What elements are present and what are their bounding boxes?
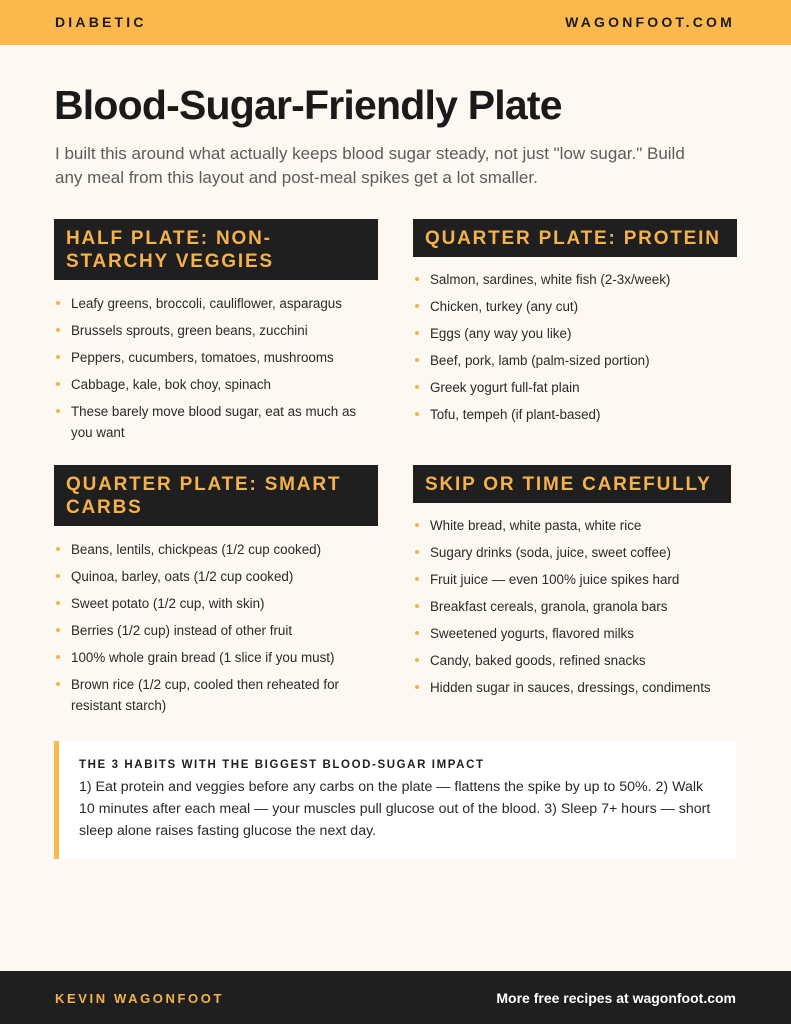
section-skip-carefully	[413, 465, 743, 704]
section-quarter-plate-protein	[413, 219, 743, 431]
list-item: Leafy greens, broccoli, cauliflower, asparagus	[54, 293, 378, 314]
list-item: Beef, pork, lamb (palm-sized portion)	[413, 350, 743, 371]
list-item: Brussels sprouts, green beans, zucchini	[54, 320, 378, 341]
list-item: Sweet potato (1/2 cup, with skin)	[54, 593, 378, 614]
callout-body: 1) Eat protein and veggies before any carbs on the plate — flattens the spike by up to 50%. 2) Walk 10 minutes after each meal — your muscles pull glucose out of the blood. 3) Sleep 7+ hours — short sleep alone raises fasting glucose the next day.	[79, 779, 711, 839]
list-item: Peppers, cucumbers, tomatoes, mushrooms	[54, 347, 378, 368]
bullet-icon	[415, 550, 419, 554]
bullet-icon	[56, 601, 60, 605]
bullet-icon	[56, 574, 60, 578]
bullet-icon	[56, 628, 60, 632]
list-item: Sweetened yogurts, flavored milks	[413, 623, 743, 644]
bullet-icon	[415, 304, 419, 308]
item-list	[413, 515, 743, 698]
list-item: Chicken, turkey (any cut)	[413, 296, 743, 317]
bullet-icon	[415, 658, 419, 662]
bullet-icon	[415, 385, 419, 389]
list-item: Beans, lentils, chickpeas (1/2 cup cooked)	[54, 539, 378, 560]
list-item: Candy, baked goods, refined snacks	[413, 650, 743, 671]
section-heading: QUARTER PLATE: SMART CARBS	[54, 465, 378, 526]
item-list	[54, 539, 378, 716]
list-item: Brown rice (1/2 cup, cooled then reheated for resistant starch)	[54, 674, 378, 716]
section-heading: HALF PLATE: NON-STARCHY VEGGIES	[54, 219, 378, 280]
list-item: Quinoa, barley, oats (1/2 cup cooked)	[54, 566, 378, 587]
top-banner	[0, 0, 791, 45]
bullet-icon	[56, 655, 60, 659]
section-heading: SKIP OR TIME CAREFULLY	[413, 465, 731, 503]
callout-title: THE 3 HABITS WITH THE BIGGEST BLOOD-SUGAR IMPACT	[79, 759, 485, 771]
list-item: Fruit juice — even 100% juice spikes hard	[413, 569, 743, 590]
bullet-icon	[56, 409, 60, 413]
item-list	[54, 293, 378, 443]
section-heading: QUARTER PLATE: PROTEIN	[413, 219, 737, 257]
bullet-icon	[415, 277, 419, 281]
list-item: These barely move blood sugar, eat as much as you want	[54, 401, 378, 443]
bullet-icon	[415, 358, 419, 362]
bullet-icon	[415, 631, 419, 635]
bullet-icon	[56, 682, 60, 686]
list-item: Tofu, tempeh (if plant-based)	[413, 404, 743, 425]
list-item: Hidden sugar in sauces, dressings, condiments	[413, 677, 743, 698]
bullet-icon	[415, 577, 419, 581]
section-quarter-plate-carbs	[54, 465, 378, 722]
bullet-icon	[56, 382, 60, 386]
bullet-icon	[56, 328, 60, 332]
section-half-plate-veggies	[54, 219, 378, 449]
list-item: 100% whole grain bread (1 slice if you must)	[54, 647, 378, 668]
bullet-icon	[415, 523, 419, 527]
footer-bar	[0, 971, 791, 1024]
list-item: Salmon, sardines, white fish (2-3x/week)	[413, 269, 743, 290]
list-item: Berries (1/2 cup) instead of other fruit	[54, 620, 378, 641]
category-tag: DIABETIC	[55, 14, 147, 30]
bullet-icon	[56, 301, 60, 305]
list-item: Greek yogurt full-fat plain	[413, 377, 743, 398]
intro-paragraph: I built this around what actually keeps blood sugar steady, not just "low sugar." Build any meal from this layout and post-meal spikes get a lot smaller.	[55, 144, 685, 187]
page-title: Blood-Sugar-Friendly Plate	[54, 82, 562, 128]
bullet-icon	[415, 604, 419, 608]
footer-link[interactable]: More free recipes at wagonfoot.com	[496, 990, 736, 1006]
list-item: Eggs (any way you like)	[413, 323, 743, 344]
bullet-icon	[415, 412, 419, 416]
bullet-icon	[415, 685, 419, 689]
item-list	[413, 269, 743, 425]
site-tag: WAGONFOOT.COM	[565, 14, 735, 30]
list-item: Breakfast cereals, granola, granola bars	[413, 596, 743, 617]
list-item: White bread, white pasta, white rice	[413, 515, 743, 536]
author-name: KEVIN WAGONFOOT	[55, 991, 224, 1006]
habits-callout	[54, 741, 736, 859]
list-item: Sugary drinks (soda, juice, sweet coffee)	[413, 542, 743, 563]
bullet-icon	[56, 355, 60, 359]
bullet-icon	[56, 547, 60, 551]
list-item: Cabbage, kale, bok choy, spinach	[54, 374, 378, 395]
bullet-icon	[415, 331, 419, 335]
